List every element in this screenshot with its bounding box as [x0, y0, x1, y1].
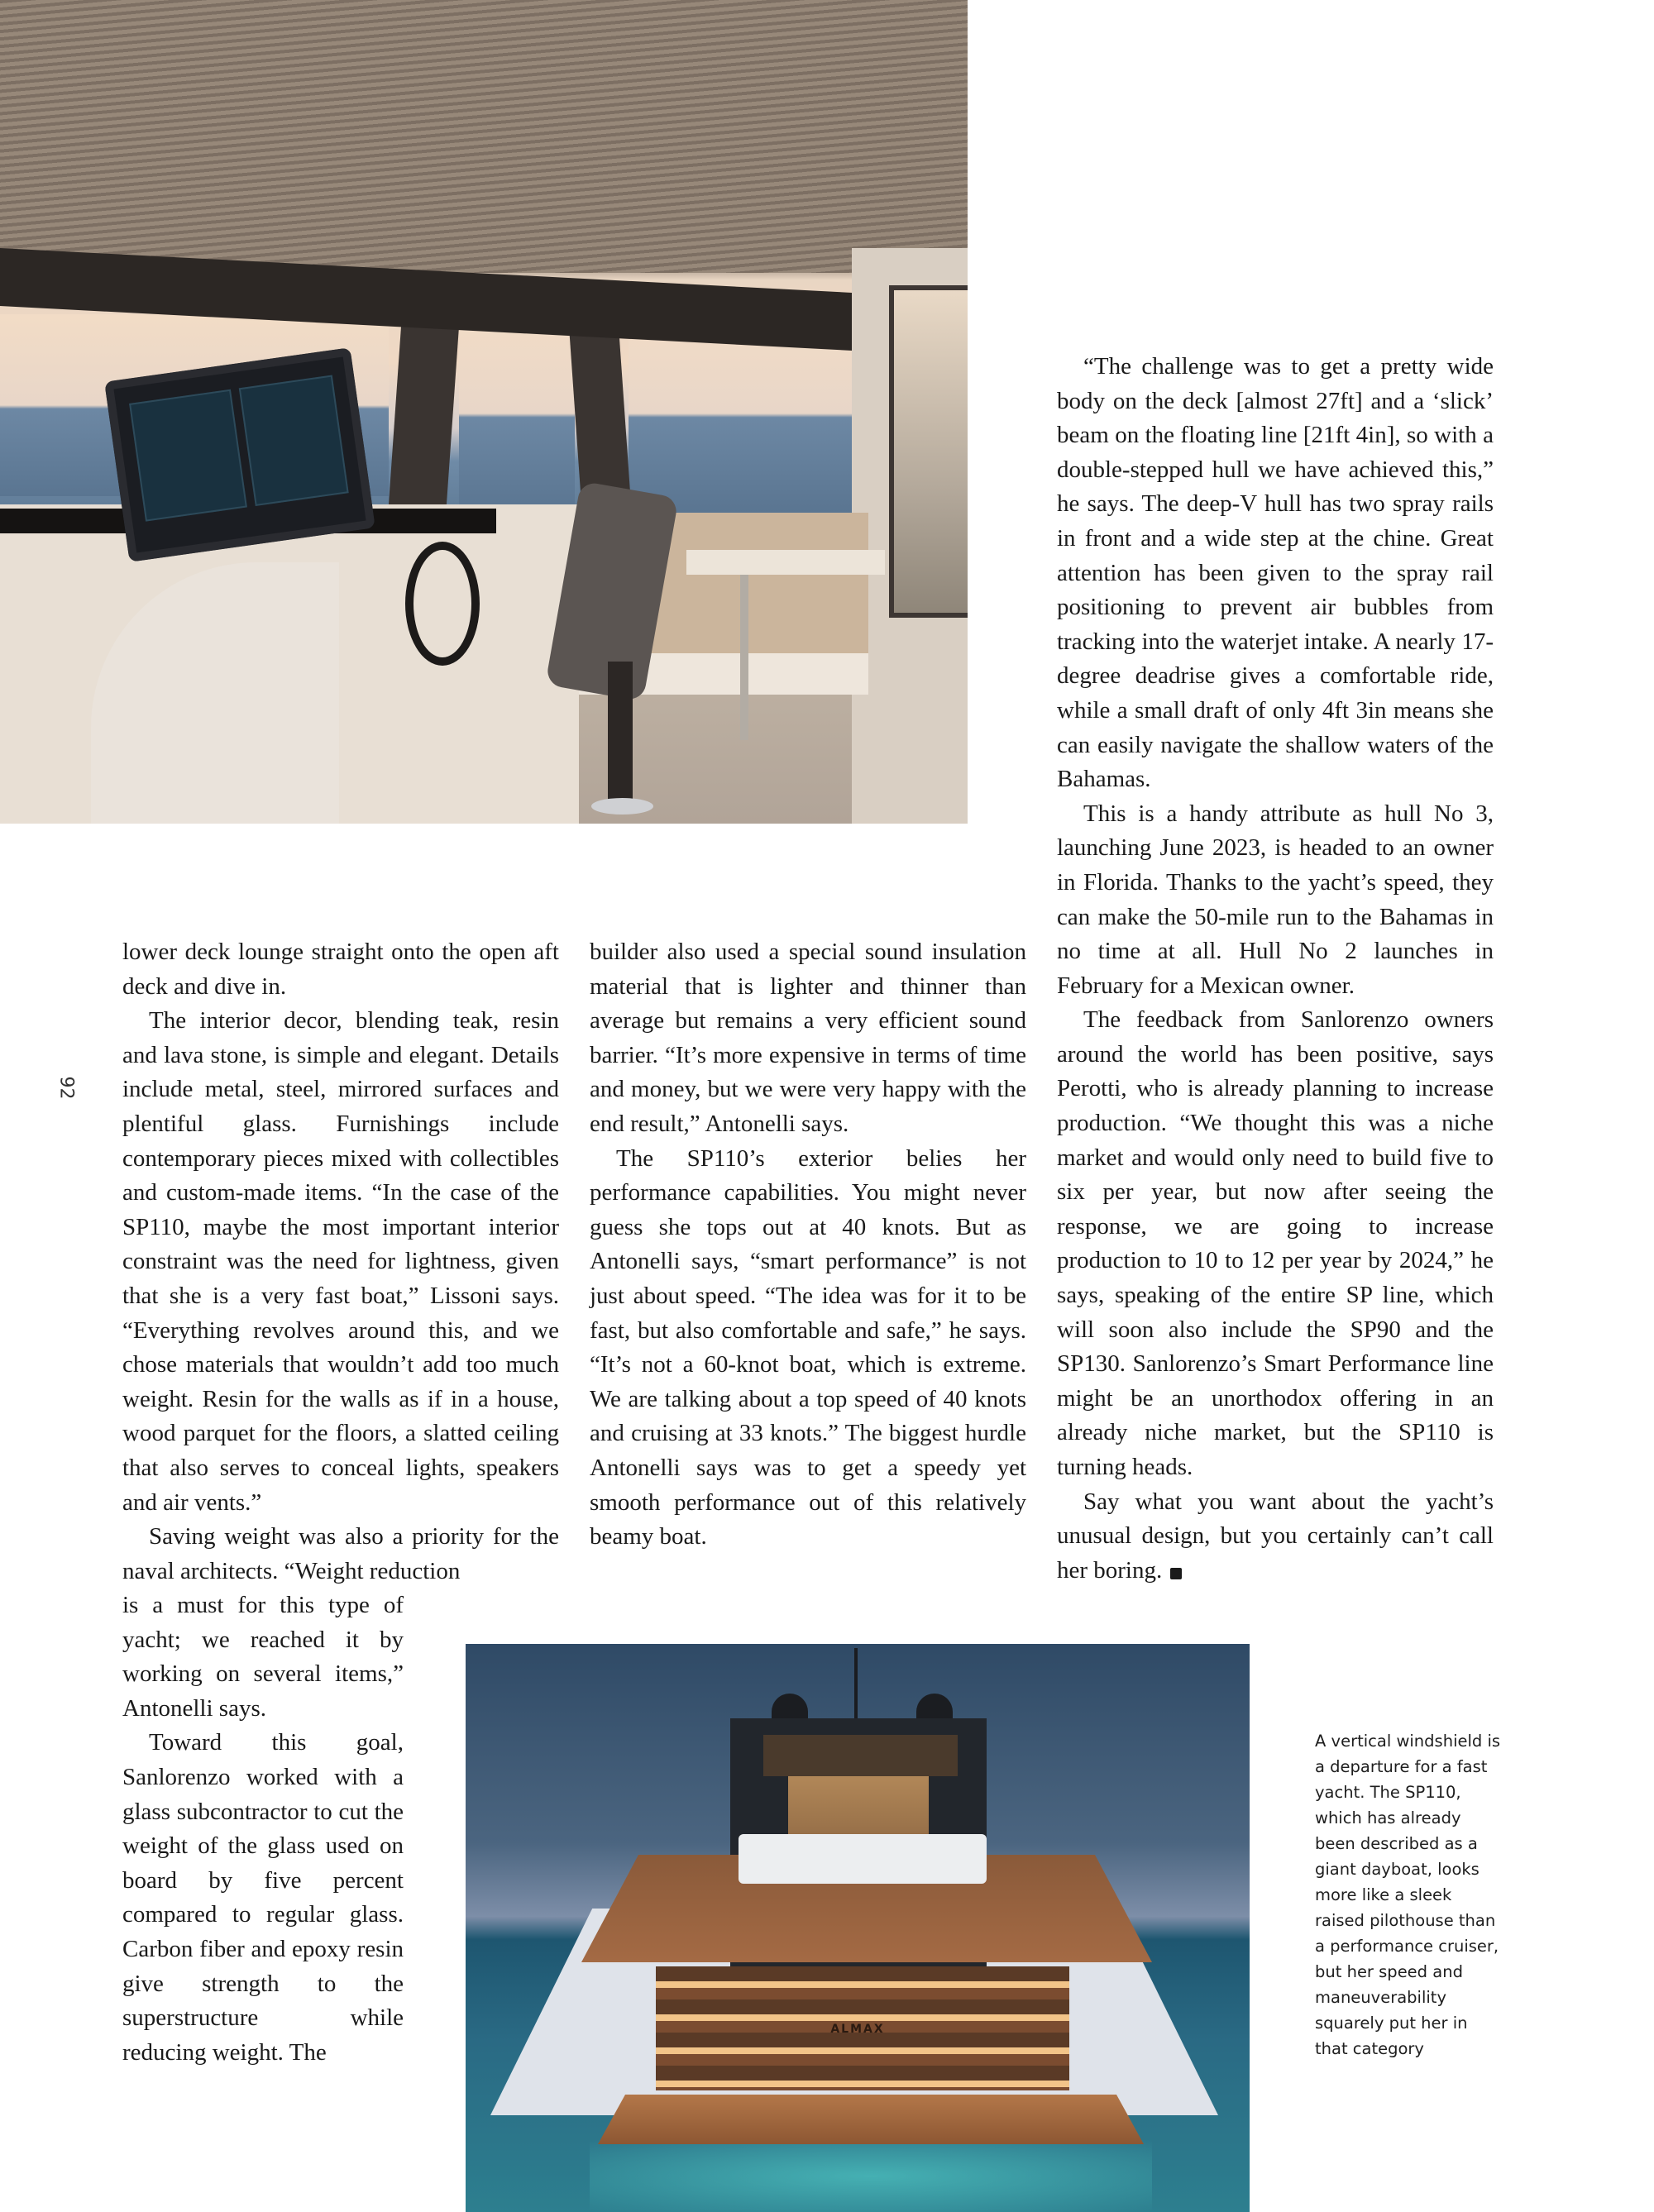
- window-pillar: [388, 306, 460, 513]
- caption-line: which has already: [1315, 1808, 1461, 1827]
- article-column-2: [590, 935, 1026, 1555]
- caption-line: been described as a: [1315, 1834, 1478, 1853]
- stern-photo: [466, 1644, 1250, 2212]
- seat-base: [591, 798, 653, 815]
- caption-line: a departure for a fast: [1315, 1757, 1488, 1776]
- paragraph: Saving weight was also a priority for the naval architects. “Weight reduction: [122, 1523, 559, 1584]
- paragraph: The feedback from Sanlorenzo owners around the world has been positive, says Perotti, who is already planning to increase production. “We thought this was a niche market and would only need to build five to six per year, but now after seeing the response, we are going to increase production to 10 to 12 per year by 2024,” he says, speaking of the entire SP line, which will soon also include the SP90 and the SP130. Sanlorenzo’s Smart Performance line might be an unorthodox offering in an already niche market, but the SP110 is turning heads.: [1057, 1006, 1494, 1480]
- paragraph: lower deck lounge straight onto the open aft deck and dive in.: [122, 939, 559, 1000]
- steering-wheel: [405, 542, 480, 666]
- mast: [854, 1648, 858, 1722]
- caption-line: a performance cruiser,: [1315, 1937, 1499, 1956]
- helm-display: [104, 347, 375, 562]
- caption-line: more like a sleek: [1315, 1885, 1452, 1904]
- seat-post: [608, 662, 633, 810]
- display-pane: [129, 389, 247, 522]
- paragraph: “The challenge was to get a pretty wide body on the deck [almost 27ft] and a ‘slick’ beam on the floating line [21ft 4in], so with a double-stepped hull we have achieved this,” he says. The deep-V hull has two spray rails in front and a wide step at the chine. Great attention has been given to the spray rail positioning to prevent air bubbles from tracking into the waterjet intake. A nearly 17-degree deadrise gives a comfortable ride, while a small draft of only 4ft 3in means she can easily navigate the shallow waters of the Bahamas.: [1057, 353, 1494, 793]
- display-pane: [239, 375, 349, 506]
- caption-line: raised pilothouse than: [1315, 1911, 1496, 1930]
- paragraph-text: Say what you want about the yacht’s unusual design, but you certainly can’t call her boring.: [1057, 1488, 1494, 1584]
- caption-line: A vertical windshield is: [1315, 1732, 1501, 1751]
- caption-line: yacht. The SP110,: [1315, 1783, 1461, 1802]
- paragraph: Toward this goal, Sanlorenzo worked with a glass subcontractor to cut the weight of the glass used on board by five percent compared to regular glass. Carbon fiber and epoxy resin give strength to the superstructure while reducing weight. The: [122, 1729, 404, 2066]
- caption-line: giant dayboat, looks: [1315, 1860, 1480, 1879]
- article-column-1: [122, 935, 559, 1589]
- paragraph: The interior decor, blending teak, resin and lava stone, is simple and elegant. Details include metal, steel, mirrored surfaces and plentiful glass. Furnishings include contemporary pieces mixed with collectibles and custom-made items. “In the case of the SP110, maybe the most important interior constraint was the need for lightness, given that she is a very fast boat,” Lissoni says. “Everything revolves around this, and we chose materials that wouldn’t add too much weight. Resin for the walls as if in a house, wood parquet for the floors, a slatted ceiling that also serves to conceal lights, speakers and air vents.”: [122, 1007, 559, 1516]
- slatted-ceiling: [0, 0, 968, 273]
- paragraph: is a must for this type of yacht; we reached it by working on several items,” Antonelli says.: [122, 1592, 404, 1722]
- article-column-1-narrow: [122, 1589, 404, 2070]
- swim-platform: [598, 2095, 1144, 2144]
- caption-line: but her speed and: [1315, 1962, 1463, 1981]
- caption-line: that category: [1315, 2039, 1424, 2058]
- transom-name: ALMAX: [830, 2023, 885, 2036]
- table-leg: [740, 575, 748, 740]
- paragraph: The SP110’s exterior belies her performance capabilities. You might never guess she tops out at 40 knots. But as Antonelli says, “smart performance” is not just about speed. “The idea was for it to be fast, but also comfortable and safe,” he says. “It’s not a 60-knot boat, which is extreme. We are talking about a top speed of 40 knots and cruising at 33 knots.” The biggest hurdle Antonelli says was to get a speedy yet smooth performance out of this relatively beamy boat.: [590, 1144, 1026, 1550]
- underwater-light-glow: [590, 2140, 1152, 2212]
- windshield-pane: [459, 314, 575, 513]
- article-column-3: [1057, 350, 1494, 1588]
- caption-line: squarely put her in: [1315, 2014, 1468, 2033]
- paragraph: builder also used a special sound insulation material that is lighter and thinner than average but remains a very efficient sound barrier. “It’s more expensive in terms of time and money, but we were very happy with the end result,” Antonelli says.: [590, 939, 1026, 1137]
- photo-caption: [1315, 1728, 1522, 2062]
- end-of-article-icon: B: [1170, 1568, 1182, 1579]
- pilothouse-photo: [0, 0, 968, 824]
- dinette-table: [686, 550, 885, 575]
- upper-window: [763, 1735, 958, 1776]
- side-window: [889, 285, 968, 618]
- paragraph: This is a handy attribute as hull No 3, launching June 2023, is headed to an owner in Florida. Thanks to the yacht’s speed, they can make the 50-mile run to the Bahamas in no time at all. Hull No 2 launches in February for a Mexican owner.: [1057, 800, 1494, 999]
- aft-sofa: [739, 1834, 987, 1884]
- page-number: 92: [55, 1076, 77, 1100]
- caption-line: maneuverability: [1315, 1988, 1446, 2007]
- paragraph-final: [1057, 1485, 1494, 1589]
